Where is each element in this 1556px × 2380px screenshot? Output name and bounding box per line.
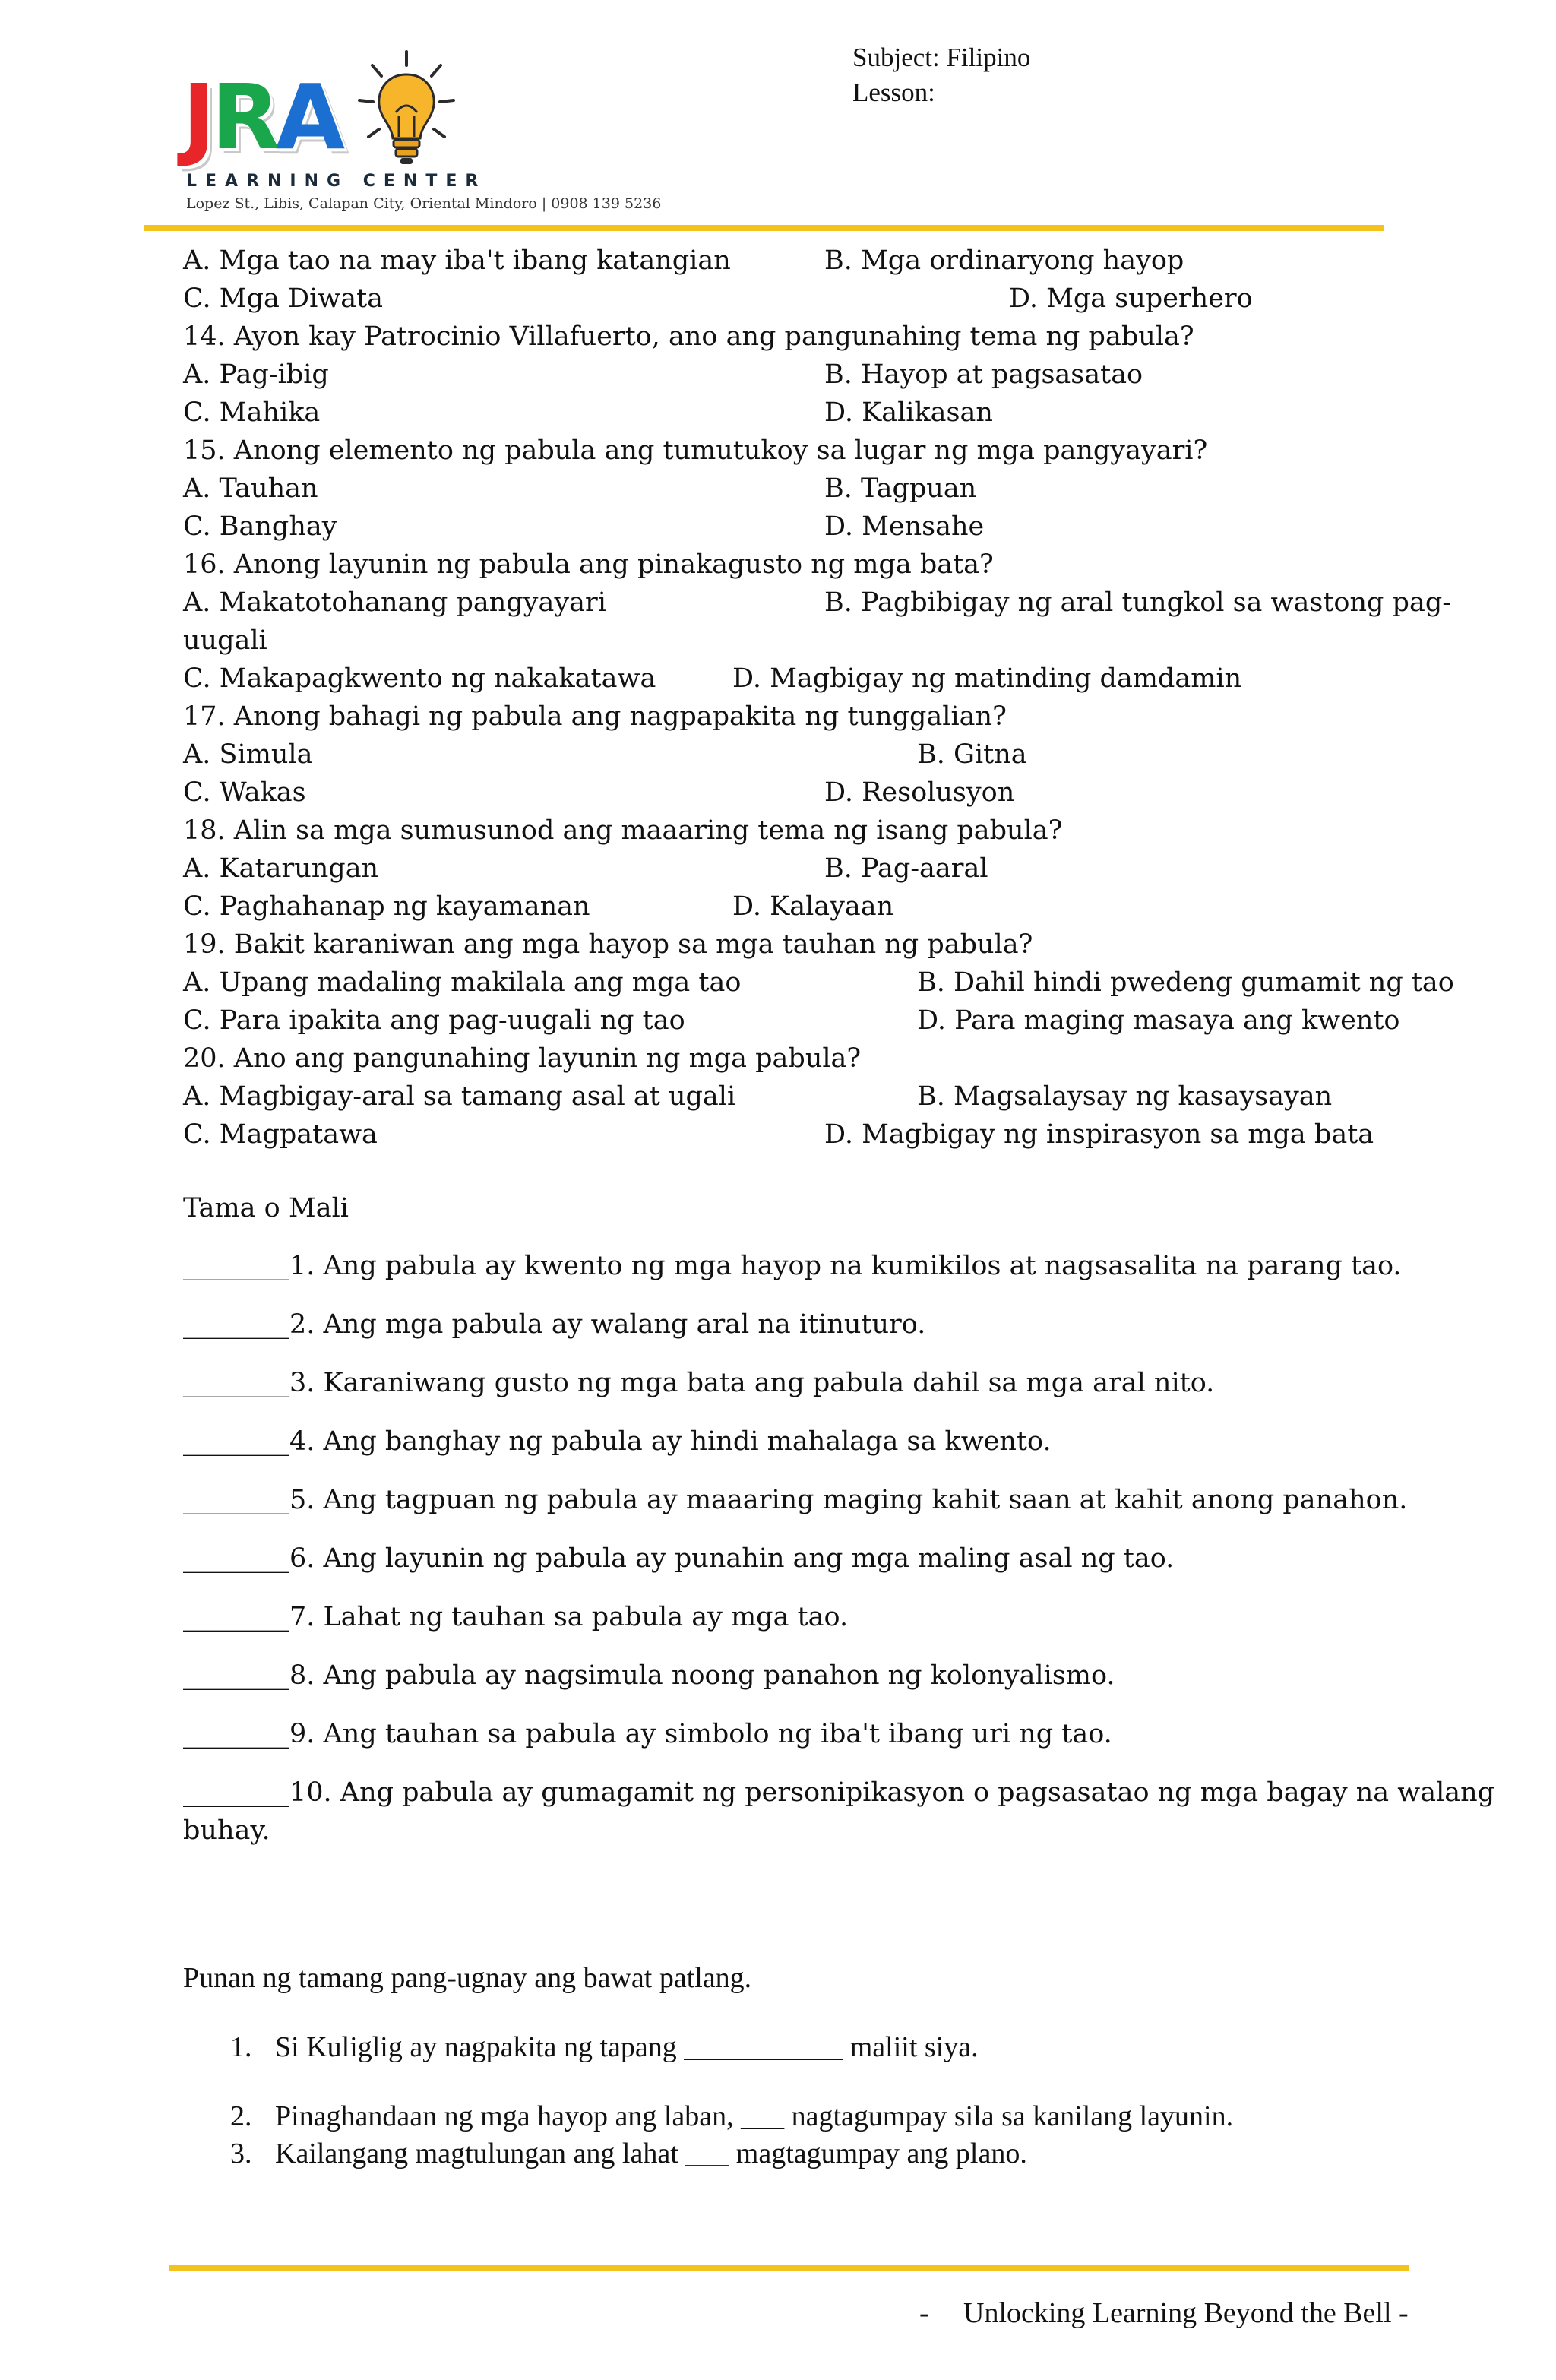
- choice-a: A. Makatotohanang pangyayari: [183, 587, 606, 618]
- tf-item: [183, 1774, 1494, 1812]
- choice-b: B. Pag-aaral: [824, 853, 988, 884]
- section-title: Tama o Mali: [183, 1193, 349, 1223]
- fill-item-number: 3.: [230, 2138, 252, 2170]
- choice-d: D. Kalayaan: [732, 891, 894, 922]
- footer-divider: [169, 2265, 1409, 2271]
- answer-blank[interactable]: ________: [183, 1777, 289, 1808]
- choice-d: D. Kalikasan: [824, 397, 993, 428]
- choice-b: B. Pagbibigay ng aral tungkol sa wastong pag-: [824, 587, 1452, 618]
- tf-statement: 8. Ang pabula ay nagsimula noong panahon ng kolonyalismo.: [289, 1660, 1115, 1691]
- choice-a: A. Tauhan: [183, 473, 318, 504]
- choice-b-continued: uugali: [183, 625, 267, 656]
- subject-label: Subject: Filipino: [852, 43, 1031, 72]
- choice-d: D. Resolusyon: [824, 777, 1015, 808]
- choice-d: D. Magbigay ng inspirasyon sa mga bata: [824, 1119, 1374, 1150]
- fill-item-text: Kailangang magtulungan ang lahat ___ magtagumpay ang plano.: [275, 2138, 1027, 2170]
- question-text: 19. Bakit karaniwan ang mga hayop sa mga tauhan ng pabula?: [183, 929, 1033, 960]
- section-title: Punan ng tamang pang-ugnay ang bawat patlang.: [183, 1962, 752, 1994]
- address: Lopez St., Libis, Calapan City, Oriental Mindoro | 0908 139 5236: [186, 195, 662, 212]
- choice-a: A. Magbigay-aral sa tamang asal at ugali: [183, 1081, 736, 1112]
- tf-item: [183, 1598, 848, 1636]
- tf-statement: 4. Ang banghay ng pabula ay hindi mahalaga sa kwento.: [289, 1426, 1052, 1457]
- tf-item: [183, 1364, 1214, 1402]
- choice-b: B. Hayop at pagsasatao: [824, 359, 1143, 390]
- logo-text: JRA: [182, 65, 341, 169]
- choice-d: D. Para maging masaya ang kwento: [917, 1005, 1400, 1036]
- tf-item: [183, 1540, 1174, 1578]
- question-text: 16. Anong layunin ng pabula ang pinakagusto ng mga bata?: [183, 549, 994, 580]
- tf-item: [183, 1306, 925, 1343]
- answer-blank[interactable]: ________: [183, 1602, 289, 1632]
- answer-blank[interactable]: ________: [183, 1426, 289, 1457]
- choice-a: A. Simula: [183, 739, 313, 770]
- footer-dash: -: [919, 2297, 929, 2329]
- logo-caption: LEARNING CENTER: [186, 172, 487, 191]
- choice-d: D. Mensahe: [824, 511, 985, 542]
- tf-statement: 5. Ang tagpuan ng pabula ay maaaring maging kahit saan at kahit anong panahon.: [289, 1485, 1408, 1515]
- tf-statement-continued: buhay.: [183, 1815, 270, 1846]
- answer-blank[interactable]: ________: [183, 1309, 289, 1340]
- question-text: 17. Anong bahagi ng pabula ang nagpapakita ng tunggalian?: [183, 701, 1007, 732]
- tf-item: [183, 1481, 1407, 1519]
- lightbulb-icon: [346, 46, 467, 175]
- header-divider: [144, 225, 1384, 231]
- tf-item: [183, 1423, 1052, 1461]
- choice-a: A. Pag-ibig: [183, 359, 329, 390]
- choice-a: A. Upang madaling makilala ang mga tao: [183, 967, 742, 998]
- footer-tagline: Unlocking Learning Beyond the Bell -: [963, 2297, 1409, 2329]
- question-text: 15. Anong elemento ng pabula ang tumutukoy sa lugar ng mga pangyayari?: [183, 435, 1208, 466]
- tf-item: [183, 1715, 1112, 1753]
- choice-c: C. Mahika: [183, 397, 321, 428]
- lesson-label: Lesson:: [852, 78, 935, 107]
- answer-blank[interactable]: ________: [183, 1485, 289, 1515]
- tf-statement: 3. Karaniwang gusto ng mga bata ang pabula dahil sa mga aral nito.: [289, 1368, 1215, 1398]
- fill-item-number: 2.: [230, 2100, 252, 2132]
- choice-b: B. Tagpuan: [824, 473, 977, 504]
- choice-d: D. Mga superhero: [1009, 283, 1253, 314]
- fill-item-number: 1.: [230, 2031, 252, 2063]
- choice-a: A. Mga tao na may iba't ibang katangian: [183, 245, 731, 276]
- choice-d: D. Magbigay ng matinding damdamin: [732, 663, 1242, 694]
- choice-c: C. Banghay: [183, 511, 337, 542]
- choice-c: C. Makapagkwento ng nakakatawa: [183, 663, 656, 694]
- choice-b: B. Gitna: [917, 739, 1027, 770]
- answer-blank[interactable]: ________: [183, 1251, 289, 1281]
- choice-c: C. Magpatawa: [183, 1119, 378, 1150]
- choice-c: C. Mga Diwata: [183, 283, 384, 314]
- tf-statement: 2. Ang mga pabula ay walang aral na itinuturo.: [289, 1309, 926, 1340]
- tf-statement: 6. Ang layunin ng pabula ay punahin ang mga maling asal ng tao.: [289, 1543, 1175, 1574]
- fill-item-text: Pinaghandaan ng mga hayop ang laban, ___ nagtagumpay sila sa kanilang layunin.: [275, 2100, 1234, 2132]
- choice-a: A. Katarungan: [183, 853, 379, 884]
- answer-blank[interactable]: ________: [183, 1543, 289, 1574]
- choice-b: B. Magsalaysay ng kasaysayan: [917, 1081, 1333, 1112]
- answer-blank[interactable]: ________: [183, 1719, 289, 1749]
- tf-statement: 10. Ang pabula ay gumagamit ng personipikasyon o pagsasatao ng mga bagay na walang: [289, 1777, 1495, 1808]
- question-text: 14. Ayon kay Patrocinio Villafuerto, ano ang pangunahing tema ng pabula?: [183, 321, 1194, 352]
- tf-statement: 7. Lahat ng tauhan sa pabula ay mga tao.: [289, 1602, 849, 1632]
- question-text: 18. Alin sa mga sumusunod ang maaaring tema ng isang pabula?: [183, 815, 1063, 846]
- question-text: 20. Ano ang pangunahing layunin ng mga pabula?: [183, 1043, 862, 1074]
- choice-b: B. Dahil hindi pwedeng gumamit ng tao: [917, 967, 1454, 998]
- tf-item: [183, 1657, 1115, 1695]
- answer-blank[interactable]: ________: [183, 1660, 289, 1691]
- tf-statement: 9. Ang tauhan sa pabula ay simbolo ng iba't ibang uri ng tao.: [289, 1719, 1112, 1749]
- choice-c: C. Para ipakita ang pag-uugali ng tao: [183, 1005, 685, 1036]
- choice-b: B. Mga ordinaryong hayop: [824, 245, 1184, 276]
- tf-statement: 1. Ang pabula ay kwento ng mga hayop na kumikilos at nagsasalita na parang tao.: [289, 1251, 1402, 1281]
- choice-c: C. Paghahanap ng kayamanan: [183, 891, 590, 922]
- tf-item: [183, 1247, 1402, 1285]
- answer-blank[interactable]: ________: [183, 1368, 289, 1398]
- choice-c: C. Wakas: [183, 777, 306, 808]
- fill-item-text: Si Kuliglig ay nagpakita ng tapang ___________ maliit siya.: [275, 2031, 979, 2063]
